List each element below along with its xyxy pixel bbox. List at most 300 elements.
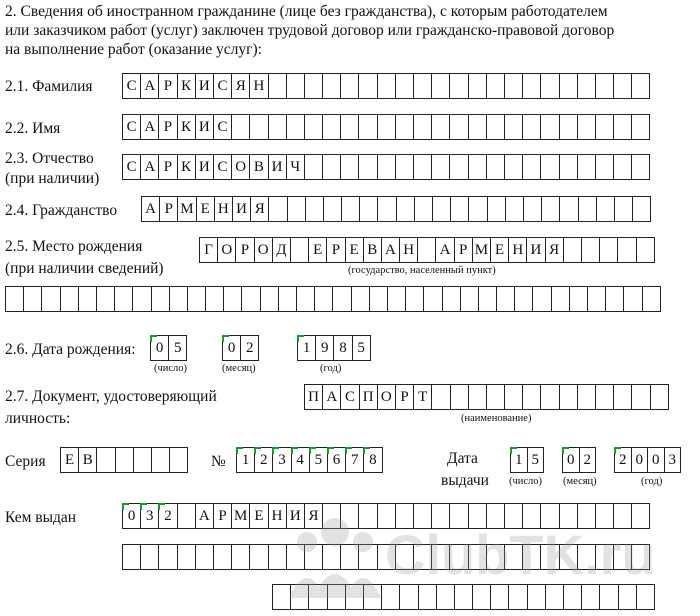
char-box[interactable] (522, 384, 541, 410)
char-box[interactable] (577, 73, 596, 99)
char-box[interactable] (577, 544, 596, 570)
char-box[interactable]: 1 (510, 447, 528, 473)
char-box[interactable] (617, 237, 636, 263)
char-box[interactable] (431, 503, 450, 529)
char-box[interactable] (486, 384, 505, 410)
char-box[interactable]: С (213, 114, 232, 140)
issue-month-boxes[interactable] (562, 447, 595, 473)
char-box[interactable] (358, 154, 377, 180)
char-box[interactable] (396, 196, 415, 222)
char-box[interactable]: А (381, 237, 400, 263)
char-box[interactable] (423, 286, 442, 312)
char-box[interactable] (468, 503, 487, 529)
char-box[interactable] (472, 584, 491, 610)
char-box[interactable] (432, 196, 451, 222)
char-box[interactable] (449, 503, 468, 529)
char-box[interactable]: В (249, 154, 268, 180)
char-box[interactable]: Р (213, 503, 232, 529)
char-box[interactable] (596, 196, 615, 222)
char-box[interactable] (442, 286, 461, 312)
char-box[interactable] (540, 544, 559, 570)
char-box[interactable] (340, 154, 359, 180)
char-box[interactable] (332, 286, 351, 312)
char-box[interactable]: М (231, 503, 250, 529)
char-box[interactable] (268, 196, 287, 222)
char-box[interactable]: В (363, 237, 382, 263)
char-box[interactable]: Н (214, 196, 233, 222)
char-box[interactable] (504, 73, 523, 99)
char-box[interactable] (377, 114, 396, 140)
char-box[interactable]: А (140, 73, 159, 99)
char-box[interactable] (351, 286, 370, 312)
char-box[interactable] (96, 447, 115, 473)
char-box[interactable]: И (286, 503, 305, 529)
issued-by-boxes-line2[interactable] (122, 544, 649, 570)
char-box[interactable] (290, 584, 309, 610)
char-box[interactable] (308, 584, 327, 610)
char-box[interactable] (296, 286, 315, 312)
char-box[interactable] (358, 73, 377, 99)
char-box[interactable] (158, 544, 177, 570)
char-box[interactable]: 2 (614, 447, 632, 473)
char-box[interactable] (581, 584, 600, 610)
char-box[interactable] (436, 584, 455, 610)
char-box[interactable]: И (268, 154, 287, 180)
char-box[interactable] (454, 584, 473, 610)
char-box[interactable] (286, 73, 305, 99)
char-box[interactable] (169, 286, 188, 312)
char-box[interactable] (578, 196, 597, 222)
char-box[interactable] (595, 503, 614, 529)
char-box[interactable] (122, 544, 141, 570)
char-box[interactable]: 5 (168, 335, 187, 361)
char-box[interactable] (287, 196, 306, 222)
char-box[interactable] (450, 384, 469, 410)
char-box[interactable] (504, 154, 523, 180)
char-box[interactable]: Р (158, 73, 177, 99)
char-box[interactable]: Н (508, 237, 527, 263)
char-box[interactable] (418, 584, 437, 610)
char-box[interactable] (395, 73, 414, 99)
char-box[interactable]: 2 (579, 447, 597, 473)
char-box[interactable] (213, 544, 232, 570)
char-box[interactable]: Р (326, 237, 345, 263)
char-box[interactable] (522, 503, 541, 529)
char-box[interactable]: С (340, 384, 359, 410)
char-box[interactable]: О (377, 384, 396, 410)
char-box[interactable]: 3 (140, 503, 159, 529)
char-box[interactable] (631, 73, 650, 99)
char-box[interactable] (431, 544, 450, 570)
char-box[interactable] (449, 114, 468, 140)
number-boxes[interactable] (236, 447, 382, 473)
char-box[interactable]: Е (196, 196, 215, 222)
char-box[interactable] (431, 384, 450, 410)
char-box[interactable] (268, 114, 287, 140)
char-box[interactable]: 5 (527, 447, 545, 473)
char-box[interactable]: 5 (309, 447, 328, 473)
birthdate-month-boxes[interactable] (222, 335, 258, 361)
char-box[interactable]: К (177, 114, 196, 140)
char-box[interactable] (304, 114, 323, 140)
char-box[interactable]: А (140, 154, 159, 180)
char-box[interactable]: 0 (562, 447, 580, 473)
char-box[interactable] (577, 154, 596, 180)
char-box[interactable] (340, 503, 359, 529)
char-box[interactable] (249, 114, 268, 140)
char-box[interactable] (486, 114, 505, 140)
char-box[interactable] (304, 73, 323, 99)
char-box[interactable] (595, 114, 614, 140)
char-box[interactable] (249, 544, 268, 570)
char-box[interactable] (377, 196, 396, 222)
surname-boxes[interactable] (122, 73, 649, 99)
char-box[interactable]: Я (250, 196, 269, 222)
char-box[interactable] (140, 544, 159, 570)
char-box[interactable] (504, 114, 523, 140)
char-box[interactable] (559, 73, 578, 99)
char-box[interactable]: С (213, 73, 232, 99)
char-box[interactable] (431, 114, 450, 140)
char-box[interactable] (613, 73, 632, 99)
char-box[interactable] (468, 73, 487, 99)
char-box[interactable] (449, 154, 468, 180)
char-box[interactable]: Т (413, 384, 432, 410)
char-box[interactable]: О (254, 237, 273, 263)
char-box[interactable]: Е (60, 447, 79, 473)
char-box[interactable] (613, 154, 632, 180)
char-box[interactable] (496, 286, 515, 312)
char-box[interactable] (478, 286, 497, 312)
char-box[interactable] (322, 544, 341, 570)
char-box[interactable]: А (140, 114, 159, 140)
char-box[interactable] (522, 73, 541, 99)
char-box[interactable] (490, 584, 509, 610)
char-box[interactable]: 3 (272, 447, 291, 473)
char-box[interactable]: С (213, 154, 232, 180)
patronymic-boxes[interactable] (122, 154, 649, 180)
char-box[interactable] (381, 584, 400, 610)
char-box[interactable] (449, 73, 468, 99)
char-box[interactable] (631, 544, 650, 570)
char-box[interactable]: С (122, 114, 141, 140)
char-box[interactable]: А (195, 503, 214, 529)
char-box[interactable]: С (122, 154, 141, 180)
char-box[interactable] (599, 584, 618, 610)
char-box[interactable] (613, 503, 632, 529)
char-box[interactable]: Я (304, 503, 323, 529)
char-box[interactable] (599, 237, 618, 263)
char-box[interactable] (132, 286, 151, 312)
char-box[interactable] (322, 154, 341, 180)
char-box[interactable]: 8 (363, 447, 382, 473)
char-box[interactable]: 4 (291, 447, 310, 473)
char-box[interactable] (504, 384, 523, 410)
char-box[interactable] (595, 154, 614, 180)
char-box[interactable] (413, 73, 432, 99)
char-box[interactable]: Я (545, 237, 564, 263)
char-box[interactable]: С (122, 73, 141, 99)
char-box[interactable] (260, 286, 279, 312)
document-name-boxes[interactable] (304, 384, 668, 410)
char-box[interactable]: 2 (254, 447, 273, 473)
char-box[interactable] (504, 544, 523, 570)
char-box[interactable] (395, 503, 414, 529)
char-box[interactable] (387, 286, 406, 312)
char-box[interactable]: 2 (158, 503, 177, 529)
char-box[interactable] (614, 196, 633, 222)
char-box[interactable] (631, 384, 650, 410)
char-box[interactable] (205, 286, 224, 312)
char-box[interactable] (241, 286, 260, 312)
char-box[interactable] (231, 114, 250, 140)
char-box[interactable] (613, 384, 632, 410)
char-box[interactable]: Е (308, 237, 327, 263)
char-box[interactable] (5, 286, 24, 312)
char-box[interactable]: В (78, 447, 97, 473)
char-box[interactable]: 3 (664, 447, 682, 473)
char-box[interactable] (540, 73, 559, 99)
char-box[interactable]: П (359, 384, 378, 410)
char-box[interactable]: Г (199, 237, 218, 263)
char-box[interactable] (395, 114, 414, 140)
char-box[interactable] (642, 286, 661, 312)
issue-day-boxes[interactable] (510, 447, 543, 473)
char-box[interactable]: Ч (286, 154, 305, 180)
char-box[interactable] (268, 544, 287, 570)
char-box[interactable] (363, 584, 382, 610)
char-box[interactable] (636, 584, 655, 610)
char-box[interactable] (395, 544, 414, 570)
char-box[interactable]: К (177, 154, 196, 180)
char-box[interactable] (449, 544, 468, 570)
char-box[interactable]: 0 (122, 503, 141, 529)
char-box[interactable]: Н (399, 237, 418, 263)
char-box[interactable] (151, 447, 170, 473)
char-box[interactable] (631, 154, 650, 180)
char-box[interactable] (541, 196, 560, 222)
char-box[interactable]: Р (454, 237, 473, 263)
char-box[interactable] (581, 237, 600, 263)
char-box[interactable] (340, 73, 359, 99)
char-box[interactable] (487, 196, 506, 222)
char-box[interactable] (532, 286, 551, 312)
char-box[interactable] (569, 286, 588, 312)
char-box[interactable]: И (195, 154, 214, 180)
char-box[interactable] (522, 114, 541, 140)
char-box[interactable] (523, 196, 542, 222)
char-box[interactable] (413, 154, 432, 180)
char-box[interactable] (623, 286, 642, 312)
char-box[interactable] (577, 503, 596, 529)
char-box[interactable] (345, 584, 364, 610)
char-box[interactable] (540, 154, 559, 180)
char-box[interactable] (151, 286, 170, 312)
char-box[interactable] (460, 286, 479, 312)
char-box[interactable] (187, 286, 206, 312)
char-box[interactable] (23, 286, 42, 312)
char-box[interactable] (540, 114, 559, 140)
char-box[interactable] (486, 544, 505, 570)
char-box[interactable] (413, 114, 432, 140)
issued-by-boxes-line3[interactable] (272, 584, 654, 610)
char-box[interactable] (650, 384, 669, 410)
char-box[interactable]: О (217, 237, 236, 263)
char-box[interactable] (468, 384, 487, 410)
char-box[interactable] (278, 286, 297, 312)
char-box[interactable] (468, 196, 487, 222)
char-box[interactable] (417, 237, 436, 263)
char-box[interactable] (358, 544, 377, 570)
citizenship-boxes[interactable] (141, 196, 650, 222)
char-box[interactable] (304, 544, 323, 570)
issue-year-boxes[interactable] (614, 447, 680, 473)
char-box[interactable] (486, 503, 505, 529)
char-box[interactable] (231, 544, 250, 570)
char-box[interactable]: А (435, 237, 454, 263)
char-box[interactable]: Н (249, 73, 268, 99)
char-box[interactable] (468, 114, 487, 140)
char-box[interactable] (559, 503, 578, 529)
char-box[interactable] (341, 196, 360, 222)
char-box[interactable]: Д (272, 237, 291, 263)
char-box[interactable]: Р (158, 154, 177, 180)
birthplace-boxes[interactable] (199, 237, 654, 263)
char-box[interactable] (527, 584, 546, 610)
char-box[interactable] (322, 503, 341, 529)
char-box[interactable] (340, 544, 359, 570)
char-box[interactable] (468, 544, 487, 570)
char-box[interactable] (377, 544, 396, 570)
char-box[interactable]: И (195, 73, 214, 99)
char-box[interactable]: 0 (631, 447, 649, 473)
char-box[interactable] (413, 503, 432, 529)
char-box[interactable] (377, 503, 396, 529)
char-box[interactable]: Р (158, 114, 177, 140)
char-box[interactable]: 8 (333, 335, 352, 361)
char-box[interactable]: Е (490, 237, 509, 263)
char-box[interactable]: О (231, 154, 250, 180)
name-boxes[interactable] (122, 114, 649, 140)
char-box[interactable]: И (195, 114, 214, 140)
char-box[interactable]: А (322, 384, 341, 410)
char-box[interactable]: 2 (240, 335, 259, 361)
char-box[interactable] (522, 154, 541, 180)
char-box[interactable] (618, 584, 637, 610)
char-box[interactable] (60, 286, 79, 312)
char-box[interactable] (169, 447, 188, 473)
char-box[interactable] (268, 73, 287, 99)
char-box[interactable] (559, 544, 578, 570)
birthdate-day-boxes[interactable] (150, 335, 186, 361)
char-box[interactable]: 0 (222, 335, 241, 361)
char-box[interactable] (359, 196, 378, 222)
char-box[interactable]: Р (159, 196, 178, 222)
char-box[interactable] (413, 544, 432, 570)
char-box[interactable] (522, 544, 541, 570)
char-box[interactable]: Н (268, 503, 287, 529)
char-box[interactable]: 1 (236, 447, 255, 473)
char-box[interactable] (414, 196, 433, 222)
char-box[interactable]: 5 (352, 335, 371, 361)
char-box[interactable]: Е (345, 237, 364, 263)
char-box[interactable]: М (177, 196, 196, 222)
char-box[interactable] (468, 154, 487, 180)
char-box[interactable] (545, 584, 564, 610)
char-box[interactable] (395, 154, 414, 180)
char-box[interactable] (286, 544, 305, 570)
char-box[interactable]: 6 (327, 447, 346, 473)
char-box[interactable] (563, 584, 582, 610)
char-box[interactable] (322, 73, 341, 99)
char-box[interactable] (577, 384, 596, 410)
char-box[interactable] (540, 503, 559, 529)
char-box[interactable] (223, 286, 242, 312)
char-box[interactable] (96, 286, 115, 312)
char-box[interactable] (431, 154, 450, 180)
char-box[interactable] (195, 544, 214, 570)
char-box[interactable] (177, 503, 196, 529)
series-boxes[interactable] (60, 447, 187, 473)
char-box[interactable]: И (232, 196, 251, 222)
char-box[interactable] (631, 503, 650, 529)
char-box[interactable] (322, 114, 341, 140)
char-box[interactable]: Р (395, 384, 414, 410)
char-box[interactable] (551, 286, 570, 312)
birthdate-year-boxes[interactable] (297, 335, 370, 361)
char-box[interactable] (272, 584, 291, 610)
char-box[interactable] (486, 73, 505, 99)
char-box[interactable] (514, 286, 533, 312)
char-box[interactable] (114, 286, 133, 312)
char-box[interactable]: К (177, 73, 196, 99)
char-box[interactable] (431, 73, 450, 99)
char-box[interactable] (595, 384, 614, 410)
char-box[interactable] (358, 114, 377, 140)
char-box[interactable]: Е (249, 503, 268, 529)
char-box[interactable] (133, 447, 152, 473)
char-box[interactable]: 9 (315, 335, 334, 361)
char-box[interactable]: И (526, 237, 545, 263)
char-box[interactable] (486, 154, 505, 180)
char-box[interactable] (305, 196, 324, 222)
char-box[interactable] (595, 73, 614, 99)
char-box[interactable] (505, 196, 524, 222)
char-box[interactable] (41, 286, 60, 312)
char-box[interactable] (340, 114, 359, 140)
char-box[interactable] (358, 503, 377, 529)
char-box[interactable] (508, 584, 527, 610)
char-box[interactable] (450, 196, 469, 222)
char-box[interactable]: А (141, 196, 160, 222)
char-box[interactable] (314, 286, 333, 312)
char-box[interactable]: Я (231, 73, 250, 99)
char-box[interactable] (377, 154, 396, 180)
char-box[interactable]: 7 (345, 447, 364, 473)
char-box[interactable] (587, 286, 606, 312)
char-box[interactable] (559, 154, 578, 180)
char-box[interactable] (559, 384, 578, 410)
char-box[interactable] (613, 114, 632, 140)
char-box[interactable] (327, 584, 346, 610)
char-box[interactable] (369, 286, 388, 312)
char-box[interactable] (399, 584, 418, 610)
char-box[interactable] (559, 196, 578, 222)
char-box[interactable] (632, 196, 651, 222)
char-box[interactable] (286, 114, 305, 140)
char-box[interactable]: 0 (150, 335, 169, 361)
char-box[interactable] (559, 114, 578, 140)
